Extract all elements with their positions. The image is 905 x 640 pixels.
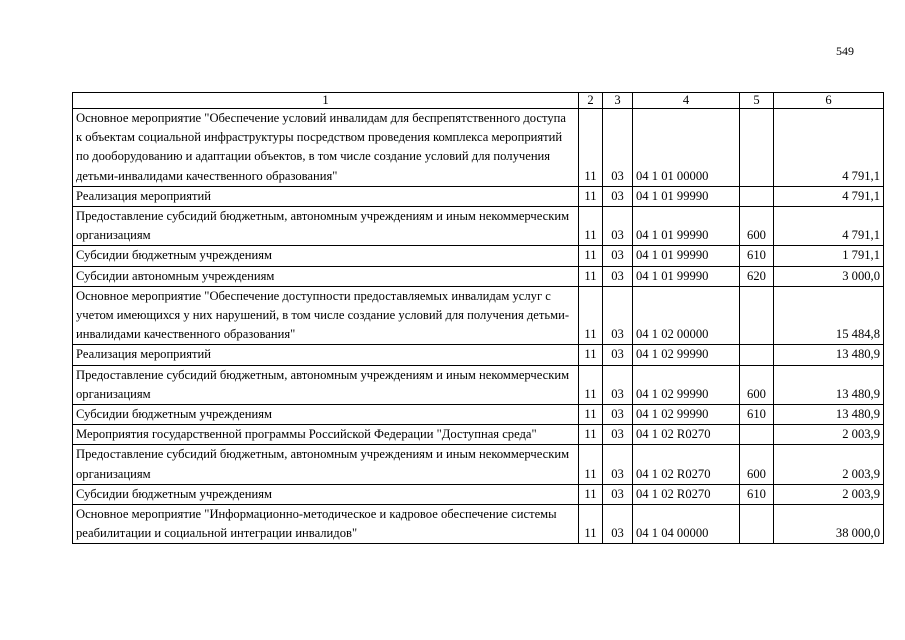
cell-amount: 13 480,9 [774,365,884,404]
cell-name: Мероприятия государственной программы Российской Федерации "Доступная среда" [73,425,579,445]
cell-name: Предоставление субсидий бюджетным, автономным учреждениям и иным некоммерческим организациям [73,365,579,404]
table-row [73,405,884,425]
cell-subsection: 03 [603,484,633,504]
cell-amount: 1 791,1 [774,246,884,266]
cell-expense-type: 600 [740,365,774,404]
cell-expense-type: 610 [740,484,774,504]
table-row [73,425,884,445]
cell-subsection: 03 [603,246,633,266]
cell-section: 11 [579,207,603,246]
cell-target-code: 04 1 02 R0270 [633,445,740,484]
header-col-3: 3 [603,93,633,109]
cell-section: 11 [579,405,603,425]
cell-section: 11 [579,445,603,484]
cell-expense-type [740,286,774,345]
cell-name: Основное мероприятие "Обеспечение условий инвалидам для беспрепятственного доступа к объектам социальной инфраструктуры посредством проведения комплекса мероприятий по дооборудованию и адаптации объектов, в том числе создание условий для получения детьми-инвалидами качественного образования" [73,109,579,187]
cell-name: Реализация мероприятий [73,186,579,206]
cell-amount: 2 003,9 [774,484,884,504]
page-number: 549 [836,44,854,58]
table-header-row [73,93,884,109]
cell-target-code: 04 1 01 00000 [633,109,740,187]
cell-subsection: 03 [603,109,633,187]
table-row [73,505,884,544]
cell-expense-type: 610 [740,246,774,266]
cell-section: 11 [579,425,603,445]
cell-amount: 4 791,1 [774,186,884,206]
table-row [73,484,884,504]
header-col-1: 1 [73,93,579,109]
cell-section: 11 [579,365,603,404]
cell-amount: 38 000,0 [774,505,884,544]
cell-section: 11 [579,484,603,504]
cell-amount: 4 791,1 [774,109,884,187]
cell-name: Предоставление субсидий бюджетным, автономным учреждениям и иным некоммерческим организациям [73,207,579,246]
cell-subsection: 03 [603,186,633,206]
table-row [73,246,884,266]
table-row [73,109,884,187]
cell-section: 11 [579,505,603,544]
cell-name: Реализация мероприятий [73,345,579,365]
cell-target-code: 04 1 01 99990 [633,246,740,266]
cell-section: 11 [579,286,603,345]
cell-expense-type: 600 [740,445,774,484]
table-row [73,186,884,206]
cell-expense-type [740,109,774,187]
table-row [73,345,884,365]
cell-name: Субсидии бюджетным учреждениям [73,246,579,266]
cell-expense-type: 610 [740,405,774,425]
cell-amount: 2 003,9 [774,425,884,445]
cell-amount: 4 791,1 [774,207,884,246]
cell-subsection: 03 [603,425,633,445]
cell-name: Предоставление субсидий бюджетным, автономным учреждениям и иным некоммерческим организациям [73,445,579,484]
cell-amount: 13 480,9 [774,345,884,365]
cell-section: 11 [579,345,603,365]
cell-name: Основное мероприятие "Информационно-методическое и кадровое обеспечение системы реабилитации и социальной интеграции инвалидов" [73,505,579,544]
cell-subsection: 03 [603,266,633,286]
cell-subsection: 03 [603,365,633,404]
cell-target-code: 04 1 02 00000 [633,286,740,345]
budget-table [72,92,884,544]
table-row [73,207,884,246]
cell-expense-type [740,186,774,206]
cell-section: 11 [579,266,603,286]
cell-target-code: 04 1 01 99990 [633,207,740,246]
table-row [73,445,884,484]
cell-expense-type [740,345,774,365]
cell-target-code: 04 1 04 00000 [633,505,740,544]
cell-target-code: 04 1 02 R0270 [633,484,740,504]
cell-name: Субсидии бюджетным учреждениям [73,484,579,504]
cell-expense-type: 620 [740,266,774,286]
cell-target-code: 04 1 02 99990 [633,365,740,404]
table-row [73,365,884,404]
cell-expense-type: 600 [740,207,774,246]
header-col-6: 6 [774,93,884,109]
cell-section: 11 [579,186,603,206]
cell-subsection: 03 [603,405,633,425]
cell-target-code: 04 1 01 99990 [633,186,740,206]
cell-name: Субсидии автономным учреждениям [73,266,579,286]
cell-amount: 3 000,0 [774,266,884,286]
cell-subsection: 03 [603,345,633,365]
cell-target-code: 04 1 02 99990 [633,345,740,365]
cell-amount: 13 480,9 [774,405,884,425]
header-col-4: 4 [633,93,740,109]
table-row [73,286,884,345]
cell-section: 11 [579,246,603,266]
cell-target-code: 04 1 02 R0270 [633,425,740,445]
cell-target-code: 04 1 02 99990 [633,405,740,425]
cell-subsection: 03 [603,505,633,544]
cell-subsection: 03 [603,207,633,246]
cell-subsection: 03 [603,445,633,484]
cell-amount: 15 484,8 [774,286,884,345]
header-col-2: 2 [579,93,603,109]
cell-expense-type [740,425,774,445]
cell-expense-type [740,505,774,544]
cell-subsection: 03 [603,286,633,345]
cell-section: 11 [579,109,603,187]
cell-target-code: 04 1 01 99990 [633,266,740,286]
cell-name: Субсидии бюджетным учреждениям [73,405,579,425]
table-row [73,266,884,286]
cell-amount: 2 003,9 [774,445,884,484]
cell-name: Основное мероприятие "Обеспечение доступности предоставляемых инвалидам услуг с учетом имеющихся у них нарушений, в том числе создание условий для получения детьми-инвалидами качественного образования" [73,286,579,345]
header-col-5: 5 [740,93,774,109]
